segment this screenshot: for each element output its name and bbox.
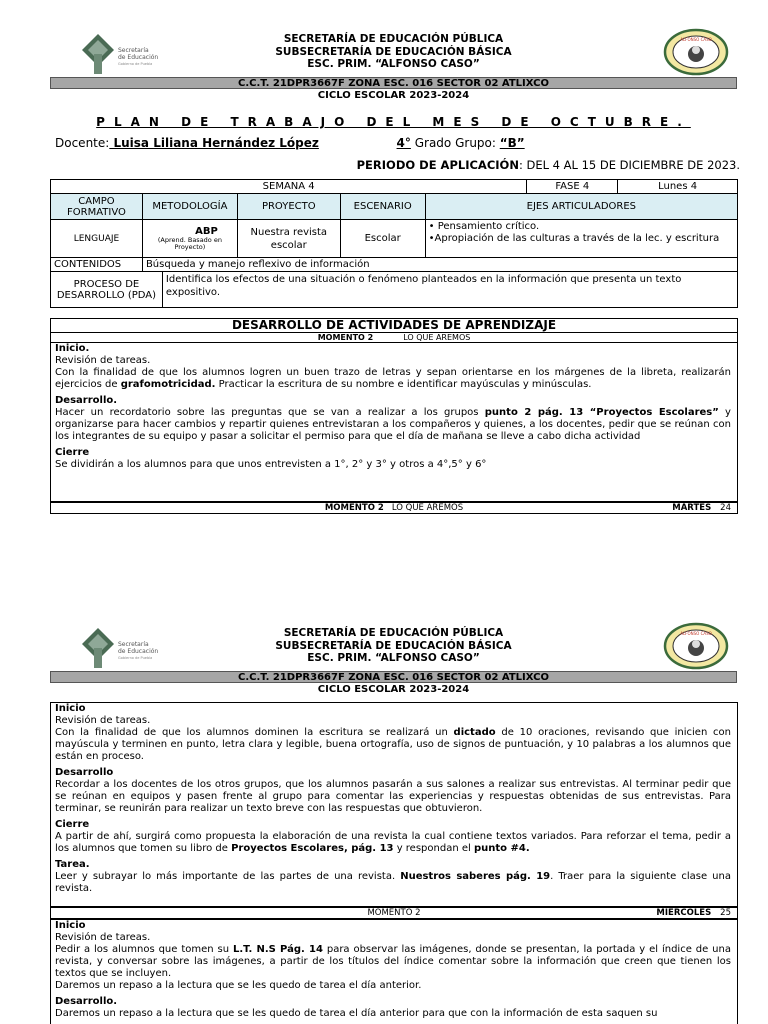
semana-cell: SEMANA 4 — [51, 180, 527, 194]
grupo-value: “B” — [499, 136, 525, 150]
footer2-momento-label: MOMENTO 2 — [367, 908, 421, 918]
day2-tarea-b: Nuestros saberes pág. 19 — [400, 871, 551, 882]
metodologia-sub: (Aprend. Basado en Proyecto) — [157, 235, 222, 251]
plan-title: PLAN DE TRABAJO DEL MES DE OCTUBRE. — [96, 115, 691, 129]
day3-content — [51, 920, 737, 1020]
day-footer-1-date — [672, 503, 731, 513]
day3-des: Daremos un repaso a la lectura que se les quedo de tarea el día anterior para que con la información de esta saquen su — [55, 1008, 658, 1019]
periodo-label: PERIODO DE APLICACIÓN — [356, 158, 519, 172]
day2-cierre-heading: Cierre — [55, 819, 90, 830]
footer2-day: MIÉRCOLES — [656, 908, 712, 918]
day2-tarea-a: Leer y subrayar lo más importante de las partes de una revista. — [55, 871, 401, 882]
day1-content — [51, 343, 737, 471]
contenidos-value: Búsqueda y manejo reflexivo de información — [142, 258, 737, 272]
day1-cierre: Se dividirán a los alumnos para que unos entrevisten a 1°, 2° y 3° y otros a 4°,5° y 6° — [55, 459, 487, 470]
sep-logo-text-1: Secretaría — [118, 641, 149, 648]
institution-titles — [50, 33, 737, 71]
school-seal-icon — [663, 28, 729, 76]
day2-inicio-2c: de 10 oraciones, revisando que inicien con mayúscula y terminen en punto, letra clara y legible, buena ortografía, uso de signos de puntuación, y 10 palabras a los alumnos que están en proceso. — [55, 727, 731, 762]
day1-des-b: punto 2 pág. 13 “Proyectos Escolares” — [484, 407, 719, 418]
periodo-value: : DEL 4 AL 15 DE DICIEMBRE DE 2023. — [518, 158, 740, 172]
seal-text: ALFONSO CASO — [680, 37, 712, 42]
day2-inicio-2b: dictado — [453, 727, 496, 738]
docente-name: Luisa Liliana Hernández López — [109, 136, 319, 150]
docente-line — [55, 136, 525, 150]
activities-title: DESARROLLO DE ACTIVIDADES DE APRENDIZAJE — [51, 319, 737, 333]
pda-value: Identifica los efectos de una situación o fenómeno planteados en la información que presenta un texto expositivo. — [162, 272, 737, 308]
institution-titles — [50, 627, 737, 665]
page1-header — [50, 28, 737, 106]
header-proyecto: PROYECTO — [237, 194, 340, 220]
fase-cell: FASE 4 — [527, 180, 618, 194]
cct-bar: C.C.T. 21DPR3667F ZONA ESC. 016 SECTOR 02 ATLIXCO — [50, 671, 737, 683]
header-escenario: ESCENARIO — [340, 194, 425, 220]
title-line-1: SECRETARÍA DE EDUCACIÓN PÚBLICA — [283, 33, 504, 45]
footer1-momento-label: MOMENTO 2 — [324, 503, 384, 513]
activities-box-2 — [50, 702, 738, 907]
day2-inicio-2a: Con la finalidad de que los alumnos dominen la escritura se realizará un — [55, 727, 454, 738]
momento-label: MOMENTO 2 — [317, 333, 374, 342]
day2-des: Recordar a los docentes de los otros grupos, que los alumnos pasarán a sus salones a realizar sus entrevistas. Al terminar pedir que se reúnan en equipos y pasen frente al grupo para comentar las experiencias y respuestas obtenidas de sus entrevistas. Para terminar, se reunirán para realizar un texto breve con las respuestas que obtuvieron. — [55, 779, 731, 814]
header-campo: CAMPO FORMATIVO — [51, 194, 143, 220]
metodologia-value: ABP — [195, 225, 218, 237]
eje-2: •Apropiación de las culturas a través de la lec. y escritura — [428, 233, 720, 244]
momento-desc: LO QUE AREMOS — [403, 333, 471, 342]
day3-inicio-2a: Pedir a los alumnos que tomen su — [55, 944, 233, 955]
day3-inicio-1: Revisión de tareas. — [55, 932, 151, 943]
day3-inicio-2b: L.T. N.S Pág. 14 — [232, 944, 323, 955]
contenidos-label: CONTENIDOS — [51, 258, 143, 272]
title-line-3: ESC. PRIM. “ALFONSO CASO” — [307, 652, 480, 664]
title-line-2: SUBSECRETARÍA DE EDUCACIÓN BÁSICA — [275, 45, 512, 58]
dia-cell: Lunes 4 — [618, 180, 738, 194]
ciclo-escolar: CICLO ESCOLAR 2023-2024 — [317, 90, 470, 101]
day2-tarea-c: . Traer para la siguiente clase una revista. — [55, 871, 731, 894]
day1-inicio-heading: Inicio. — [55, 343, 90, 354]
ciclo-escolar: CICLO ESCOLAR 2023-2024 — [317, 684, 470, 695]
metodologia-cell — [142, 220, 237, 258]
day1-inicio-1: Revisión de tareas. — [55, 355, 151, 366]
day2-desarrollo-heading: Desarrollo — [55, 767, 114, 778]
cct-bar: C.C.T. 21DPR3667F ZONA ESC. 016 SECTOR 02 ATLIXCO — [50, 77, 737, 89]
planning-table — [50, 179, 738, 308]
escenario-cell: Escolar — [340, 220, 425, 258]
day-footer-1-momento — [51, 503, 737, 513]
day2-inicio-heading: Inicio — [55, 703, 86, 714]
sep-logo-text-3: Gobierno de Puebla — [118, 62, 153, 66]
day-footer-2-date — [656, 908, 731, 918]
day1-des-c: y organizarse para hacer cambios y repartir quienes entrevistaran a los compañeros y quienes, a los docentes, pedir que se reúnan con los integrantes de su equipo y pasar a solicitar el permiso para que el día de mañana se lleve a cabo dicha actividad — [55, 407, 731, 442]
ejes-cell — [425, 220, 737, 258]
sep-logo-text-1: Secretaría — [118, 47, 149, 54]
momento-row-1 — [51, 333, 737, 343]
day1-inicio-2a: Con la finalidad de que los alumnos logren un buen trazo de letras y sepan orientarse en los márgenes de la libreta, realizarán ejercicios de — [55, 367, 731, 390]
docente-label: Docente: — [55, 136, 110, 150]
day3-desarrollo-heading: Desarrollo. — [55, 996, 118, 1007]
day2-content — [51, 703, 737, 895]
periodo-aplicacion — [357, 158, 740, 172]
seal-text: ALFONSO CASO — [680, 631, 712, 636]
title-line-3: ESC. PRIM. “ALFONSO CASO” — [307, 58, 480, 70]
day2-cierre-a: A partir de ahí, surgirá como propuesta la elaboración de una revista la cual contiene textos variados. Para reforzar el tema, pedir a los alumnos que tomen su libro de — [55, 831, 731, 854]
campo-cell: LENGUAJE — [51, 220, 143, 258]
day2-cierre-b: Proyectos Escolares, pág. 13 — [231, 843, 394, 854]
page2-header — [50, 622, 737, 700]
title-line-2: SUBSECRETARÍA DE EDUCACIÓN BÁSICA — [275, 639, 512, 652]
eje-1: • Pensamiento crítico. — [428, 221, 540, 232]
day1-cierre-heading: Cierre — [55, 447, 90, 458]
day1-inicio-2c: Practicar la escritura de su nombre e identificar mayúsculas y minúsculas. — [215, 379, 592, 390]
pda-label: PROCESO DE DESARROLLO (PDA) — [51, 272, 163, 308]
header-metodologia: METODOLOGÍA — [142, 194, 237, 220]
grado-grupo-label: Grado Grupo: — [410, 136, 500, 150]
day1-des-a: Hacer un recordatorio sobre las preguntas que se van a realizar a los grupos — [55, 407, 485, 418]
day3-inicio-heading: Inicio — [55, 920, 86, 931]
day2-inicio-1: Revisión de tareas. — [55, 715, 151, 726]
title-line-1: SECRETARÍA DE EDUCACIÓN PÚBLICA — [283, 627, 504, 639]
day1-inicio-2b: grafomotricidad. — [120, 379, 216, 390]
footer1-momento-desc: LO QUE AREMOS — [391, 503, 464, 513]
day1-desarrollo-heading: Desarrollo. — [55, 395, 118, 406]
day3-inicio-2c: para observar las imágenes, donde se presentan, la portada y el índice de una revista, y conversar sobre las imágenes, a partir de los títulos del índice comentar sobre la información que creen que tienen los textos que se incluyen. — [55, 944, 731, 979]
footer2-num: 25 — [720, 908, 731, 918]
day-footer-2-momento — [51, 908, 737, 918]
school-seal-icon — [663, 622, 729, 670]
day2-cierre-d: punto #4. — [473, 843, 530, 854]
header-ejes: EJES ARTICULADORES — [425, 194, 737, 220]
activities-box-3 — [50, 919, 738, 1024]
activities-box-1 — [50, 318, 738, 502]
grado-value: 4° — [396, 136, 411, 150]
footer1-num: 24 — [720, 503, 731, 513]
proyecto-cell: Nuestra revista escolar — [237, 220, 340, 258]
sep-logo-text-2: de Educación — [118, 648, 159, 655]
footer1-day: MARTES — [672, 503, 712, 513]
day2-tarea-heading: Tarea. — [55, 859, 90, 870]
day-footer-2 — [50, 907, 738, 919]
day2-cierre-c: y respondan el — [393, 843, 474, 854]
day3-inicio-3: Daremos un repaso a la lectura que se les quedo de tarea el día anterior. — [55, 980, 422, 991]
day-footer-1 — [50, 502, 738, 514]
sep-logo-text-3: Gobierno de Puebla — [118, 656, 153, 660]
sep-logo-text-2: de Educación — [118, 54, 159, 61]
